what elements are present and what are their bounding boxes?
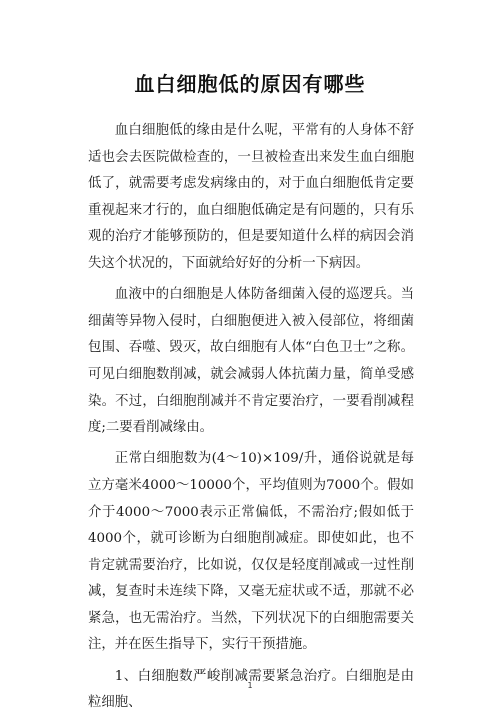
document-title: 血白细胞低的原因有哪些 <box>134 72 366 96</box>
paragraph: 正常白细胞数为(4～10)×109/升，通俗说就是每立方毫米4000～10000个，平均值则为7000个。假如介于4000～7000表示正常偏低，不需治疗;假如低于4000个，就可诊断为白细胞削减症。即使如此，也不肯定就需要治疗，比如说，仅仅是轻度削减或一过性削减，复查时未连续下降，又毫无症状或不适，那就不必紧急，也无需治疗。当然，下列状况下的白细胞需要关注，并在医生指导下，实行干预措施。 <box>88 451 414 653</box>
paragraph: 1、白细胞数严峻削减需要紧急治疗。白细胞是由粒细胞、 <box>88 668 414 711</box>
page-number: 1 <box>247 681 253 690</box>
paragraph: 血液中的白细胞是人体防备细菌入侵的巡逻兵。当细菌等异物入侵时，白细胞便进入被入侵部位，将细菌包围、吞噬、毁灭，故白细胞有人体“白色卫士”之称。可见白细胞数削减，就会减弱人体抗菌力量，简单受感染。不过，白细胞削减并不肯定要治疗，一要看削减程度;二要看削减缘由。 <box>88 287 414 436</box>
document-body <box>88 118 414 721</box>
paragraph: 血白细胞低的缘由是什么呢，平常有的人身体不舒适也会去医院做检查的，一旦被检查出来发生血白细胞低了，就需要考虑发病缘由的，对于血白细胞低肯定要重视起来才行的，血白细胞低确定是有问题的，只有乐观的治疗才能够预防的，但是要知道什么样的病因会消失这个状况的，下面就给好好的分析一下病因。 <box>88 123 414 271</box>
